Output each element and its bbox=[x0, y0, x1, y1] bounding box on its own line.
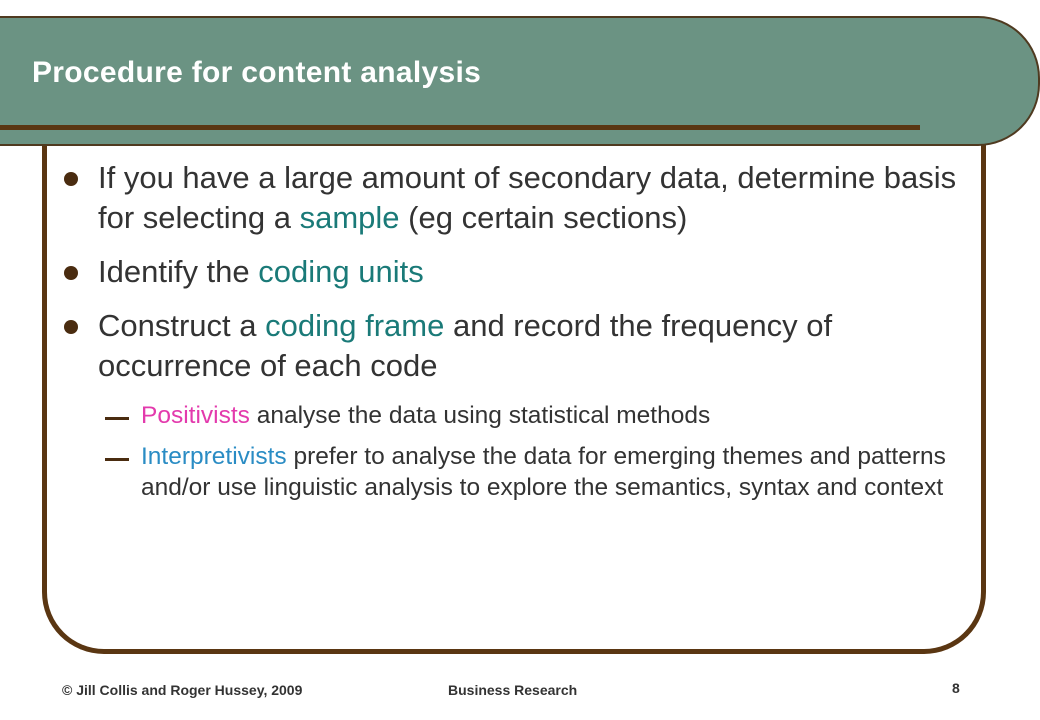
sub-bullet-text: prefer to analyse the data for emerging themes and patterns and/or use linguistic analysis to explore the semantics, syntax and context bbox=[141, 443, 946, 501]
bullet-item bbox=[62, 306, 962, 386]
bullet-item bbox=[62, 158, 962, 238]
footer-book-title: Business Research bbox=[448, 682, 578, 698]
slide-number: 8 bbox=[952, 680, 960, 696]
bullet-dot-icon bbox=[64, 172, 78, 186]
sub-bullet-highlight: Interpretivists bbox=[141, 443, 287, 470]
sub-bullet-text: analyse the data using statistical methods bbox=[249, 402, 711, 429]
slide-content bbox=[62, 158, 962, 513]
bullet-dot-icon bbox=[64, 320, 78, 334]
slide-title: Procedure for content analysis bbox=[32, 56, 482, 89]
bullet-highlight: coding units bbox=[258, 254, 424, 289]
title-underline bbox=[0, 125, 920, 130]
bullet-item bbox=[62, 252, 962, 292]
bullet-text: Construct a bbox=[98, 308, 266, 343]
bullet-text: Identify the bbox=[98, 254, 259, 289]
bullet-highlight: coding frame bbox=[265, 308, 445, 343]
sub-bullet-item bbox=[62, 441, 962, 503]
sub-bullet-highlight: Positivists bbox=[141, 402, 250, 429]
dash-icon bbox=[105, 458, 129, 461]
bullet-text: (eg certain sections) bbox=[399, 200, 688, 235]
bullet-text: If you have a large amount of secondary data, determine basis for selecting a bbox=[98, 160, 957, 235]
dash-icon bbox=[105, 417, 129, 420]
bullet-dot-icon bbox=[64, 266, 78, 280]
footer-copyright: © Jill Collis and Roger Hussey, 2009 bbox=[62, 682, 303, 698]
sub-bullet-item bbox=[62, 400, 962, 431]
bullet-highlight: sample bbox=[299, 200, 400, 235]
bullet-text: and record the frequency of occurrence of each code bbox=[98, 308, 833, 383]
